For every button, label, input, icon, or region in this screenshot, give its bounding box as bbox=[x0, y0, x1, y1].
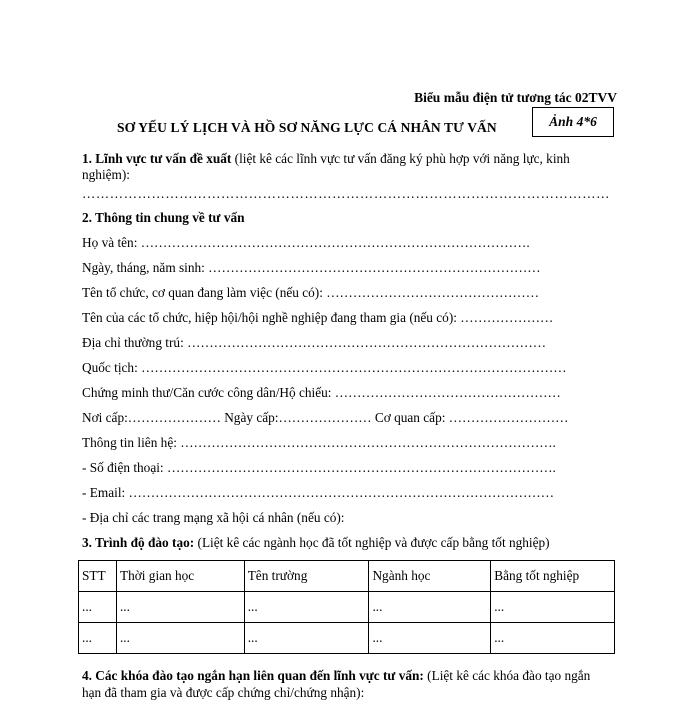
table-cell[interactable]: ... bbox=[244, 592, 369, 623]
section2-heading: 2. Thông tin chung về tư vấn bbox=[82, 210, 245, 225]
table-header-row bbox=[79, 561, 615, 592]
field-issue-info[interactable]: Nơi cấp:………………… Ngày cấp:………………… Cơ quan cấp: ……………………… bbox=[82, 410, 569, 425]
column-header-degree: Bằng tốt nghiệp bbox=[491, 561, 615, 592]
field-associations[interactable]: Tên của các tổ chức, hiệp hội/hội nghề nghiệp đang tham gia (nếu có): ………………… bbox=[82, 310, 554, 325]
table-row bbox=[79, 592, 615, 623]
field-phone[interactable]: - Số điện thoại: ……………………………………………………………………………. bbox=[82, 460, 556, 475]
section4-description: (Liệt kê các khóa đào tạo ngắn bbox=[423, 668, 591, 683]
field-nationality[interactable]: Quốc tịch: …………………………………………………………………………………… bbox=[82, 360, 567, 375]
table-cell[interactable]: ... bbox=[116, 592, 244, 623]
photo-placeholder-box bbox=[532, 107, 614, 137]
section1-description-cont: nghiệm): bbox=[82, 167, 131, 182]
field-social-media[interactable]: - Địa chỉ các trang mạng xã hội cá nhân (nếu có): bbox=[82, 510, 345, 525]
section1-fill-line[interactable]: …………………………………………………………………………………………………… bbox=[82, 186, 611, 201]
field-date-of-birth[interactable]: Ngày, tháng, năm sinh: ………………………………………………………………… bbox=[82, 260, 541, 275]
section3-description: (Liệt kê các ngành học đã tốt nghiệp và được cấp bằng tốt nghiệp) bbox=[194, 535, 550, 550]
table-cell[interactable]: ... bbox=[369, 592, 491, 623]
field-permanent-address[interactable]: Địa chỉ thường trú: ……………………………………………………………………… bbox=[82, 335, 547, 350]
field-workplace[interactable]: Tên tổ chức, cơ quan đang làm việc (nếu có): ………………………………………… bbox=[82, 285, 540, 300]
column-header-school-name: Tên trường bbox=[244, 561, 369, 592]
table-cell[interactable]: ... bbox=[79, 623, 117, 654]
table-row bbox=[79, 623, 615, 654]
section4-heading: 4. Các khóa đào tạo ngắn hạn liên quan đến lĩnh vực tư vấn: bbox=[82, 668, 424, 683]
column-header-stt: STT bbox=[79, 561, 117, 592]
table-cell[interactable]: ... bbox=[79, 592, 117, 623]
table-cell[interactable]: ... bbox=[491, 623, 615, 654]
table-cell[interactable]: ... bbox=[369, 623, 491, 654]
section1-description: (liệt kê các lĩnh vực tư vấn đăng ký phù hợp với năng lực, kinh bbox=[231, 151, 570, 166]
field-email[interactable]: - Email: …………………………………………………………………………………… bbox=[82, 485, 555, 500]
section4-description-cont: hạn đã tham gia và được cấp chứng chỉ/chứng nhận): bbox=[82, 685, 365, 700]
section4-line1 bbox=[82, 667, 590, 685]
field-full-name[interactable]: Họ và tên: ……………………………………………………………………………. bbox=[82, 235, 530, 250]
section1-line1 bbox=[82, 150, 570, 168]
field-id-number[interactable]: Chứng minh thư/Căn cước công dân/Hộ chiếu: …………………………………………… bbox=[82, 385, 561, 400]
document-title: SƠ YẾU LÝ LỊCH VÀ HỒ SƠ NĂNG LỰC CÁ NHÂN TƯ VẤN bbox=[117, 120, 497, 135]
field-contact-info[interactable]: Thông tin liên hệ: …………………………………………………………………………. bbox=[82, 435, 556, 450]
section3-heading: 3. Trình độ đào tạo: bbox=[82, 535, 195, 550]
education-table bbox=[78, 560, 615, 654]
section3-line bbox=[82, 534, 550, 552]
form-code: Biểu mẫu điện tử tương tác 02TVV bbox=[414, 90, 617, 105]
column-header-major: Ngành học bbox=[369, 561, 491, 592]
section1-heading: 1. Lĩnh vực tư vấn đề xuất bbox=[82, 151, 232, 166]
photo-box-label: Ảnh 4*6 bbox=[549, 114, 597, 129]
table-cell[interactable]: ... bbox=[116, 623, 244, 654]
table-cell[interactable]: ... bbox=[244, 623, 369, 654]
column-header-study-period: Thời gian học bbox=[116, 561, 244, 592]
table-cell[interactable]: ... bbox=[491, 592, 615, 623]
